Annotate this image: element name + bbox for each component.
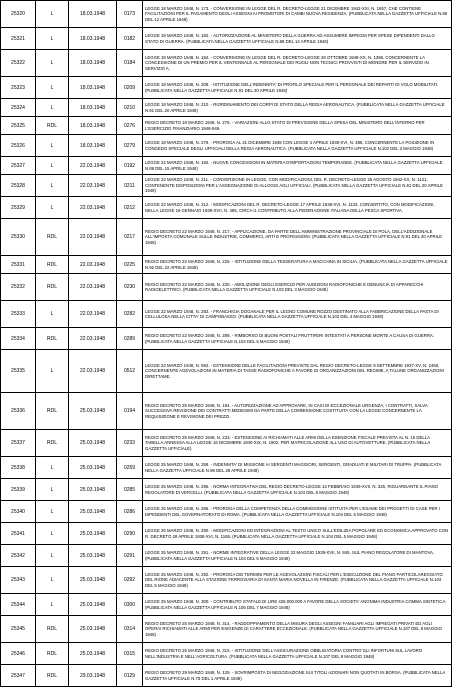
record-number: 25327	[1, 157, 36, 175]
record-number: 25321	[1, 28, 36, 50]
record-type: L	[36, 175, 69, 197]
record-number: 25329	[1, 197, 36, 219]
record-type: RDL	[36, 430, 69, 457]
record-date: 18.03.1948	[69, 135, 117, 157]
record-page: 0192	[117, 157, 143, 175]
table-row	[1, 523, 452, 545]
record-type: L	[36, 77, 69, 99]
record-date: 22.03.1948	[69, 175, 117, 197]
record-date: 25.03.1948	[69, 457, 117, 479]
record-type: L	[36, 567, 69, 594]
record-date: 29.03.1948	[69, 665, 117, 687]
record-type: RDL	[36, 393, 69, 430]
record-date: 22.03.1948	[69, 157, 117, 175]
record-page: 0512	[117, 350, 143, 393]
record-page: 0300	[117, 594, 143, 616]
record-type: L	[36, 545, 69, 567]
record-page: 0291	[117, 545, 143, 567]
record-page: 0210	[117, 99, 143, 117]
record-page: 0289	[117, 328, 143, 350]
record-description: LEGGE 18 MARZO 1948, N. 279. - PROROGA AL 31 DICEMBRE 1948 CON LEGGE 4 APRILE 1938-XVI, N. 488, CONCERNENTE LA POSIZIONE IN CONGEDO SPECIALE DEGLI UFFICIALI DELLA REGIA AERONAUTICA. (PUBBLICATA NELLA GAZZETTA UFFICIALE N.102 DEL 3 MAGGIO 1948)	[143, 135, 452, 157]
record-type: RDL	[36, 328, 69, 350]
record-type: RDL	[36, 665, 69, 687]
record-date: 25.03.1948	[69, 501, 117, 523]
record-description: REGIO DECRETO 25 MARZO 1948, N. 315. - ISTITUZIONE DELL'ASSICURAZIONE OBBLIGATORIA CONTRO GLI INFORTUNI SUL LAVORO NELL'INDUSTRIA E NELL'AGRICOLTURA. (PUBBLICATA NELLA GAZZETTA UFFICIALE N.107 DEL 8 MAGGIO 1948)	[143, 643, 452, 665]
record-type: L	[36, 301, 69, 328]
record-description: LEGGE 25 MARZO 1948, N. 286. - PROROGA DELLA COMPETENZA DELLA COMMISSIONE ISTITUITA PER L'ESAME DEI PROGETTI DI CASE PER I DIPENDENTI DEL GOVERNATORATO DI ROMA. (PUBBLICATA NELLA GAZZETTA UFFICIALE N.104 DEL 5 MAGGIO 1948)	[143, 501, 452, 523]
table-row	[1, 567, 452, 594]
record-type: RDL	[36, 274, 69, 301]
record-description: LEGGE 22 MARZO 1948, N. 211. - CONVERSIONE IN LEGGE, CON MODIFICAZIONI, DEL R. DECRETO-LEGGE 25 AGOSTO 1942-XX, N. 1121, CONTENENTE DISPOSIZIONI PER L'ASSEGNAZIONE DI ALLOGGI AGLI UFFICIALI. (PUBBLICATA NELLA GAZZETTA UFFICIALE N.91 DEL 20 APRILE 1948)	[143, 175, 452, 197]
record-page: 0259	[117, 457, 143, 479]
record-date: 22.03.1948	[69, 219, 117, 256]
table-row	[1, 594, 452, 616]
table-row	[1, 117, 452, 135]
record-description: LEGGE 25 MARZO 1948, N. 300. - CONTRIBUTO STATALE DI LIRE 425.000.000 A FAVORE DELLA SOCIETA' ANONIMA INDUSTRIA COMMA SINTETICA. (PUBBLICATA NELLA GAZZETTA UFFICIALE N.106 DEL 7 MAGGIO 1948)	[143, 594, 452, 616]
table-row	[1, 50, 452, 77]
record-date: 25.03.1948	[69, 393, 117, 430]
record-date: 25.03.1948	[69, 643, 117, 665]
record-date: 18.03.1948	[69, 77, 117, 99]
record-date: 18.03.1948	[69, 50, 117, 77]
record-description: LEGGE 22 MARZO 1948, N. 192. - NUOVE CONCESSIONI IN MATERIA D'IMPORTAZIONI TEMPORANEE. (PUBBLICATA NELLA GAZZETTA UFFICIALE N.89 DEL 15 APRILE 1948)	[143, 157, 452, 175]
record-description: LEGGE 22 MARZO 1948, N. 212. - MODIFICAZIONI DEL R. DECRETO-LEGGE 17 APRILE 1938-XVI, N. 1133, CONVERTITO, CON MODIFICAZIONI, NELLA LEGGE 19 GENNAIO 1939-XVII, N. 485, CIRCA IL CONTRIBUTO ALLA FEDERAZIONE ITALIANA DELLA PESCA SPORTIVA.	[143, 197, 452, 219]
record-page: 0315	[117, 643, 143, 665]
table-row	[1, 157, 452, 175]
record-number: 25342	[1, 545, 36, 567]
record-type: L	[36, 594, 69, 616]
record-date: 18.03.1948	[69, 28, 117, 50]
record-date: 25.03.1948	[69, 523, 117, 545]
record-description: LEGGE 25 MARZO 1948, N. 291. - NORME INTEGRATIVE DELLA LEGGE 22 MAGGIO 1939-XVII, N. 845, SUL PIANO REGOLATORE DI MANTOVA. (PUBBLICATA NELLA GAZZETTA UFFICIALE N.104 DEL 5 MAGGIO 1948)	[143, 545, 452, 567]
record-number: 25323	[1, 77, 36, 99]
table-row	[1, 256, 452, 274]
record-description: LEGGE 18 MARZO 1948, N. 184. - CONVERSIONE IN LEGGE DEL R. DECRETO-LEGGE 28 OTTOBRE 1948-XX, N. 1396, CONCERNENTE LA CONCESSIONE DI UN PREMIO PER IL VENTENNALE AL PERSONALE DEI RUOLI NON TECNICI PROVVISTI DI MONDRE PER IL SERVIZIO IN SERVIZIO A.	[143, 50, 452, 77]
record-number: 25320	[1, 1, 36, 28]
record-description: REGIO DECRETO 25 MARZO 1948, N. 314. - RADDOPPIAMENTO DELLA MISURA DEGLI ASSEGNI FAMILIARI AGLI IMPIEGATI PRIVATI ED AGLI OPERAI RICHIAMATI ALLE ARMI PER ESIGENZE DI CARATTERE ECCEZIONALE. (PUBBLICATA NELLA GAZZETTA UFFICIALE N.107 DEL 8 MAGGIO 1948)	[143, 616, 452, 643]
record-number: 25328	[1, 175, 36, 197]
record-number: 25335	[1, 350, 36, 393]
table-row	[1, 350, 452, 393]
record-number: 25325	[1, 117, 36, 135]
record-description: LEGGE 25 MARZO 1948, N. 285. - NORMA INTEGRATIVA DEL REGIO DECRETO-LEGGE 13 FEBBRAIO 1939-XVII, N. 325, RIGUARDANTE IL PIANO REGOLATORE DI VERCELLI. (PUBBLICATA NELLA GAZZETTA UFFICIALE N.104 DEL 5 MAGGIO 1948)	[143, 479, 452, 501]
record-type: L	[36, 457, 69, 479]
record-date: 25.03.1948	[69, 479, 117, 501]
record-description: REGIO DECRETO 22 MARZO 1948, N. 230. - ABOLIZIONE DEGLI ESERCIZI PER AUDIZIONI RADIOFONICHE E DENUNCIA DI APPARECCHI RADIOELETTRICI. (PUBBLICATA NELLA GAZZETTA UFFICIALE N.102 DEL 3 MAGGIO 1948)	[143, 274, 452, 301]
record-description: LEGGE 25 MARZO 1948, N. 259. - INDENNITA' DI MISSIONE AI SERGENTI MAGGIORI, SERGENTI, GRADUATI E MILITARI DI TRUPPA. (PUBBLICATA NELLA GAZZETTA UFFICIALE N.98 DEL 28 APRILE 1948)	[143, 457, 452, 479]
record-description: REGIO DECRETO 18 MARZO 1948, N. 276. - VARIAZIONI ALLO STATO DI PREVISIONE DELLA SPESA DEL MINISTERO DELL'INTERNO PER L'ESERCIZIO FINANZIARIO 1948-949.	[143, 117, 452, 135]
record-page: 0129	[117, 665, 143, 687]
record-type: L	[36, 479, 69, 501]
record-date: 18.03.1948	[69, 1, 117, 28]
record-number: 25331	[1, 256, 36, 274]
record-type: L	[36, 28, 69, 50]
table-row	[1, 643, 452, 665]
table-row	[1, 135, 452, 157]
record-date: 22.03.1948	[69, 328, 117, 350]
record-number: 25341	[1, 523, 36, 545]
record-date: 18.03.1948	[69, 117, 117, 135]
table-row	[1, 77, 452, 99]
record-description: REGIO DECRETO 25 MARZO 1948, N. 233. - ESTENSIONE AI RICHIAMATI ALLE ARMI DELLA ESENZIONE FISCALE PREVISTA AL N. 15 DELLA TABELLA ANNESSA ALLA LEGGE 16 DICEMBRE 1940-XIX, N. 1902, PER MATRICOLAZIONE ALL'USO DI AUTOVETTURE. (PUBBLICATA NELLA GAZZETTA UFFICIALE)	[143, 430, 452, 457]
record-page: 0212	[117, 197, 143, 219]
table-row	[1, 219, 452, 256]
record-type: L	[36, 350, 69, 393]
record-date: 22.03.1948	[69, 197, 117, 219]
record-number: 25343	[1, 567, 36, 594]
record-number: 25344	[1, 594, 36, 616]
record-type: RDL	[36, 219, 69, 256]
table-row	[1, 1, 452, 28]
table-row	[1, 175, 452, 197]
record-number: 25326	[1, 135, 36, 157]
table-row	[1, 99, 452, 117]
record-date: 25.03.1948	[69, 545, 117, 567]
record-page: 0285	[117, 479, 143, 501]
record-description: LEGGE 18 MARZO 1948, N. 173. - CONVERSIONE IN LEGGE DEL R. DECRETO-LEGGE 21 DICEMBRE 1942-XXI, N. 1657, CHE CONTIENE FACILITAZIONI PER IL PAGAMENTO DEGLI ASSEGNI AI PROMOTORI DI CAMBI NUOVA RESIDENZA. (PUBBLICATA NELLA GAZZETTA UFFICIALE N.86 DEL 12 APRILE 1948)	[143, 1, 452, 28]
record-number: 25324	[1, 99, 36, 117]
record-description: LEGGE 18 MARZO 1948, N. 182. - AUTORIZZAZIONE AL MINISTERO DELLA GUERRA AD ASSUMERE IMPEGNI PER SPESE DIPENDENTI DALLO STATO DI GUERRA. (PUBBLICATA NELLA GAZZETTA UFFICIALE N.88 DEL 14 APRILE 1948)	[143, 28, 452, 50]
record-description: LEGGE 25 MARZO 1948, N. 290. - MODIFICAZIONI ED INTEGRAZIONI AL TESTO UNICO SULL'EDILIZIA POPOLARE ED ECONOMICA APPROVATO CON R. DECRETO 28 APRILE 1938-XVI, N. 1165. (PUBBLICATA NELLA GAZZETTA UFFICIALE N.104 DEL 5 MAGGIO 1948)	[143, 523, 452, 545]
record-date: 25.03.1948	[69, 567, 117, 594]
record-page: 0217	[117, 219, 143, 256]
record-number: 25339	[1, 479, 36, 501]
record-description: REGIO DECRETO 25 MARZO 1948, N. 194. - AUTORIZZAZIONE AD APPROVARE, IN CASI DI ECCEZIONALE URGENZA, I CONTRATTI, SALVA SUCCESSIVA REVISIONE DEI CONTRATTI MEDESIMI DA PARTE DELLA COMMISSIONE COSTITUITA CON LA LEGGE CONCERNENTE LA REQUISIZIONE E REVISIONE DEI PREZZI.	[143, 393, 452, 430]
record-page: 0282	[117, 301, 143, 328]
record-page: 0194	[117, 393, 143, 430]
record-type: L	[36, 157, 69, 175]
record-number: 25336	[1, 393, 36, 430]
table-row	[1, 274, 452, 301]
record-description: LEGGE 18 MARZO 1948, N. 209. - ISTITUZIONE DELL'INDENNITA' DI PROFILO SPECIALE PER IL PERSONALE DEI REPARTI DI VOLO MOBILITATI. (PUBBLICATA NELLA GAZZETTA UFFICIALE N.91 DEL 20 APRILE 1948)	[143, 77, 452, 99]
record-page: 0290	[117, 523, 143, 545]
record-page: 0184	[117, 50, 143, 77]
table-row	[1, 430, 452, 457]
record-number: 25345	[1, 616, 36, 643]
record-page: 0286	[117, 501, 143, 523]
record-page: 0209	[117, 77, 143, 99]
record-type: RDL	[36, 256, 69, 274]
table-row	[1, 28, 452, 50]
record-date: 22.03.1948	[69, 350, 117, 393]
record-description: LEGGE 22 MARZO 1948, N. 282. - FRANCHIGIA DOGANALE PER IL LEGNO COMUNE ROZZO DESTINATO ALLA FABBRICAZIONE DELLA PASTA DI CELLULOSA NELLA CITTA' DI CAMPOBASSO. (PUBBLICATA NELLA GAZZETTA UFFICIALE N.103 DEL 4 MAGGIO 1948)	[143, 301, 452, 328]
record-page: 0182	[117, 28, 143, 50]
table-row	[1, 479, 452, 501]
record-type: RDL	[36, 117, 69, 135]
record-page: 0314	[117, 616, 143, 643]
record-date: 25.03.1948	[69, 616, 117, 643]
record-number: 25346	[1, 643, 36, 665]
table-row	[1, 501, 452, 523]
record-date: 22.03.1948	[69, 301, 117, 328]
record-date: 22.03.1948	[69, 274, 117, 301]
record-page: 0225	[117, 256, 143, 274]
record-number: 25330	[1, 219, 36, 256]
record-number: 25332	[1, 274, 36, 301]
record-page: 0230	[117, 274, 143, 301]
record-description: REGIO DECRETO 29 MARZO 1948, N. 129. - SOVRIMPOSTA DI NEGOZIAZIONE SUI TITOLI AZIONARI NON QUOTATI IN BORSA. (PUBBLICATA NELLA GAZZETTA UFFICIALE N.75 DEL 1 APRILE 1948)	[143, 665, 452, 687]
table-row	[1, 457, 452, 479]
record-type: L	[36, 1, 69, 28]
record-number: 25347	[1, 665, 36, 687]
record-type: RDL	[36, 616, 69, 643]
record-page: 0292	[117, 567, 143, 594]
record-number: 25334	[1, 328, 36, 350]
record-date: 18.03.1948	[69, 99, 117, 117]
record-page: 0233	[117, 430, 143, 457]
record-type: L	[36, 135, 69, 157]
record-number: 25338	[1, 457, 36, 479]
record-type: L	[36, 523, 69, 545]
record-description: REGIO DECRETO 22 MARZO 1948, N. 225. - ISTITUZIONE DELLA TESSERATURA A MACCHINA IN SICILIA. (PUBBLICATA NELLA GAZZETTA UFFICIALE N.92 DEL 22 APRILE 1948)	[143, 256, 452, 274]
record-description: LEGGE 22 MARZO 1948, N. 592. - ESTENSIONE DELLE FACILITAZIONI PREVISTE DAL REGIO DECRETO-LEGGE 9 SETTEMBRE 1937-XV, N. 2468, CONCERNENTE AGEVOLAZIONI IN MATERIA DI TASSE RADIOFONICHE A FAVORE DI ORGANIZZAZIONI DEL REGIME, A TALUNE ORGANIZZAZIONI DIRETTAME.	[143, 350, 452, 393]
record-description: REGIO DECRETO 22 MARZO 1948, N. 289. - RIMBORSO DI BUONI POSTALI FRUTTIFERI INTESTATI A PERSONE MORTE A CAUSA DI GUERRA. (PUBBLICATA NELLA GAZZETTA UFFICIALE N.104 DEL 5 MAGGIO 1948)	[143, 328, 452, 350]
table-row	[1, 545, 452, 567]
record-number: 25322	[1, 50, 36, 77]
record-description: LEGGE 25 MARZO 1948, N. 292. - PROROGA DEI TERMINI PER LE AGEVOLAZIONI FISCALI PER L'ESECUZIONE DEL PIANO PARTICOLAREGGIATO DEL RIONE ADIACENTE ALLA STAZIONE FERROVIARIA DI SANTA MARIA NOVELLA IN FIRENZE. (PUBBLICATA NELLA GAZZETTA UFFICIALE N.104 DEL 5 MAGGIO 1948)	[143, 567, 452, 594]
record-page: 0276	[117, 117, 143, 135]
record-page: 0279	[117, 135, 143, 157]
record-date: 22.03.1948	[69, 256, 117, 274]
record-page: 0211	[117, 175, 143, 197]
table-row	[1, 301, 452, 328]
record-date: 25.03.1948	[69, 594, 117, 616]
record-description: LEGGE 18 MARZO 1948, N. 210. - RIORDINAMENTO DEI CORPI DI STATO DELLA REGIA AERONAUTICA. (PUBBLICATA NELLA GAZZETTA UFFICIALE N.91 DEL 20 APRILE 1948)	[143, 99, 452, 117]
table-row	[1, 393, 452, 430]
record-type: L	[36, 50, 69, 77]
record-type: L	[36, 501, 69, 523]
record-description: REGIO DECRETO 22 MARZO 1948, N. 217. - APPLICAZIONE, DA PARTE DELL'AMMINISTRAZIONE PROVINCIALE DI POLA, DELL'ADDIZIONALE ALL'IMPOSTA COMUNALE SULLE INDUSTRIE, COMMERCI, ARTI E PROFESSIONI. (PUBBLICATA NELLA GAZZETTA UFFICIALE N.91 DEL 20 APRILE 1948)	[143, 219, 452, 256]
record-type: RDL	[36, 643, 69, 665]
table-row	[1, 197, 452, 219]
record-date: 25.03.1948	[69, 430, 117, 457]
record-number: 25340	[1, 501, 36, 523]
table-row	[1, 665, 452, 687]
record-number: 25337	[1, 430, 36, 457]
record-page: 0173	[117, 1, 143, 28]
record-type: L	[36, 197, 69, 219]
record-type: L	[36, 99, 69, 117]
table-row	[1, 616, 452, 643]
record-number: 25333	[1, 301, 36, 328]
table-row	[1, 328, 452, 350]
